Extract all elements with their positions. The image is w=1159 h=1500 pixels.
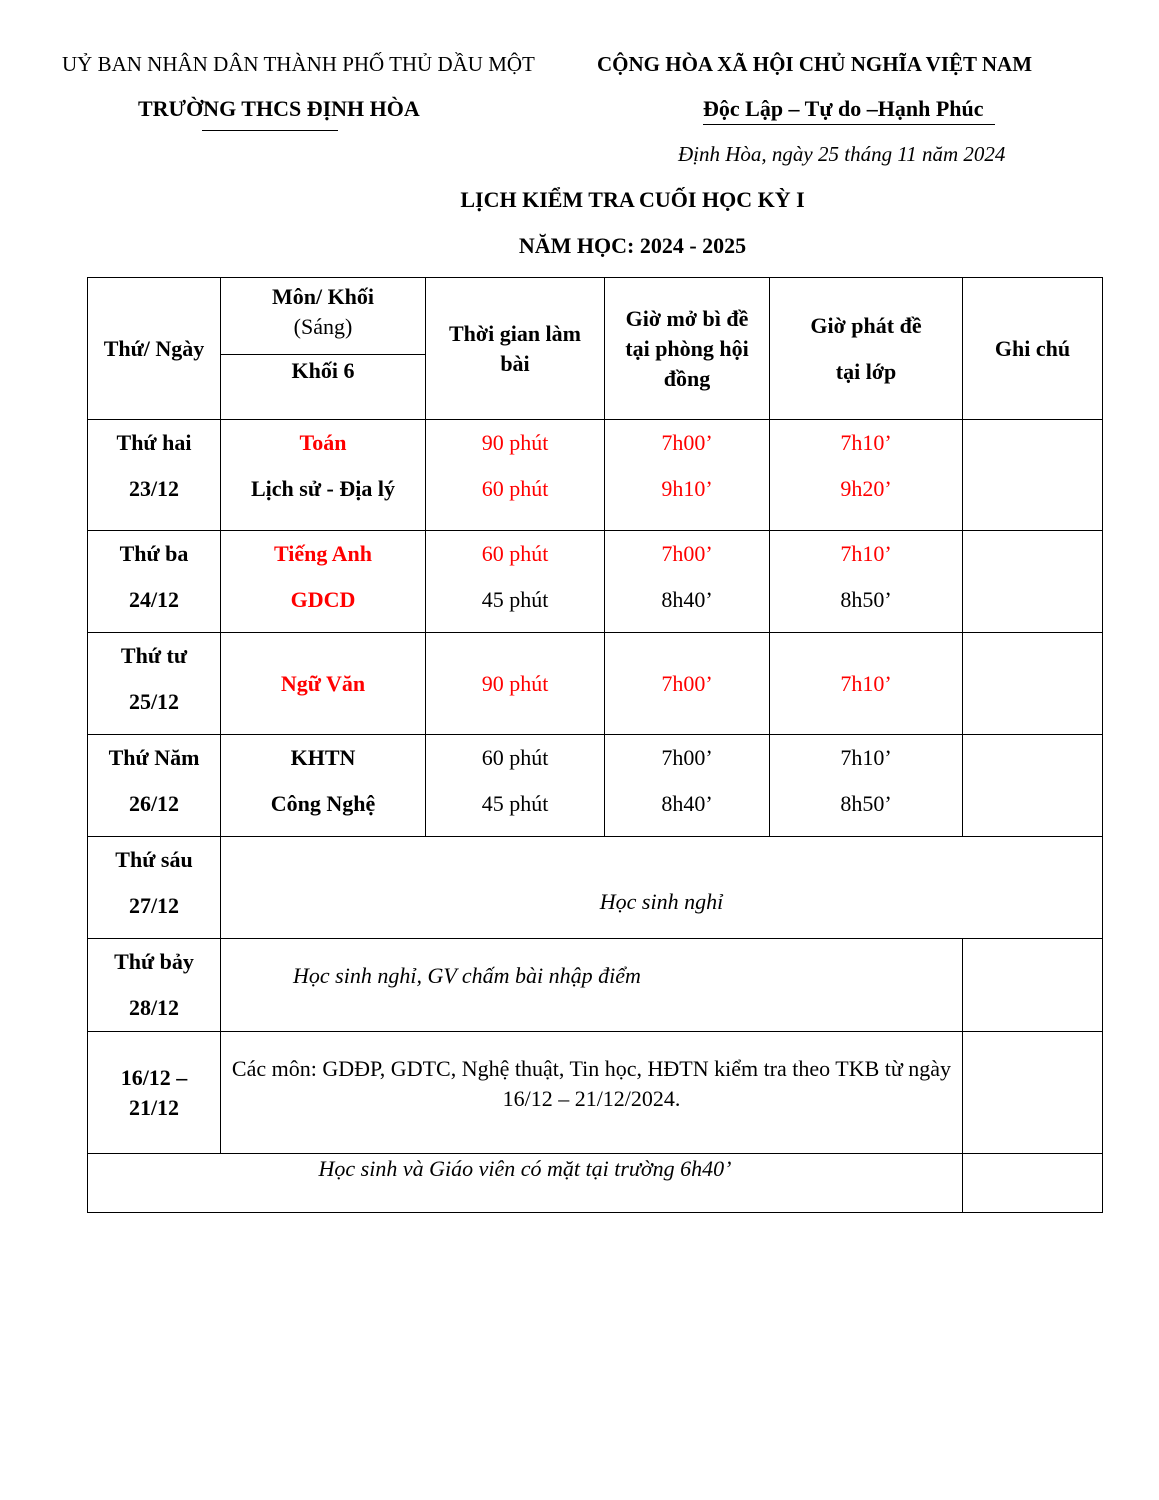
- exam-schedule-table: [87, 277, 1103, 1213]
- day-cell: [88, 837, 221, 939]
- distribute-time-cell: [770, 735, 963, 837]
- date-range-start: 16/12 –: [120, 1064, 188, 1090]
- header-duration: Thời gian làm bài: [426, 278, 605, 420]
- duration-cell: 90 phút: [426, 633, 605, 735]
- subject-cell: [221, 420, 426, 531]
- header-distribute-line1: Giờ phát đề: [810, 312, 922, 338]
- day-cell: [88, 735, 221, 837]
- table-row: [88, 633, 1103, 735]
- day-label: Thứ sáu: [115, 847, 193, 872]
- subject-cell: Ngữ Văn: [221, 633, 426, 735]
- table-row: [88, 531, 1103, 633]
- day-label: Thứ ba: [119, 541, 189, 566]
- duration-value: 60 phút: [481, 476, 549, 501]
- header-grade: Khối 6: [221, 355, 426, 420]
- day-label: Thứ bảy: [114, 949, 194, 974]
- header-subject-label: Môn/ Khối: [271, 284, 375, 309]
- duration-value: 60 phút: [481, 745, 549, 770]
- duration-value: 45 phút: [481, 587, 549, 612]
- day-cell: [88, 531, 221, 633]
- distribute-time-value: 9h20’: [840, 476, 892, 501]
- note-cell: [963, 1032, 1103, 1154]
- subject-cell: [221, 531, 426, 633]
- day-cell: [88, 420, 221, 531]
- school-year: NĂM HỌC: 2024 - 2025: [518, 233, 747, 258]
- note-cell: [963, 735, 1103, 837]
- other-subjects-note: Các môn: GDĐP, GDTC, Nghệ thuật, Tin học, HĐTN kiểm tra theo TKB từ ngày 16/12 – 21/12/2024.: [221, 1032, 963, 1154]
- date-label: 25/12: [128, 689, 180, 714]
- header-distribute-time: [770, 278, 963, 420]
- school-name: TRƯỜNG THCS ĐỊNH HÒA: [138, 96, 420, 121]
- national-motto: Độc Lập – Tự do –Hạnh Phúc: [703, 96, 984, 121]
- note-cell: [963, 633, 1103, 735]
- attendance-note: Học sinh và Giáo viên có mặt tại trường 6h40’: [88, 1154, 963, 1213]
- day-off-note: Học sinh nghỉ: [221, 837, 1103, 939]
- day-cell: [88, 939, 221, 1032]
- school-underline: [202, 130, 338, 131]
- date-label: 23/12: [128, 476, 180, 501]
- table-row: [88, 735, 1103, 837]
- date-label: 27/12: [128, 893, 180, 918]
- date-label: 28/12: [128, 995, 180, 1020]
- open-time-cell: [605, 420, 770, 531]
- date-line: Định Hòa, ngày 25 tháng 11 năm 2024: [678, 142, 1006, 166]
- date-label: 26/12: [128, 791, 180, 816]
- note-cell: [963, 531, 1103, 633]
- open-time-value: 8h40’: [661, 587, 713, 612]
- day-label: Thứ Năm: [108, 745, 200, 770]
- open-time-value: 8h40’: [661, 791, 713, 816]
- note-cell: [963, 420, 1103, 531]
- duration-value: 60 phút: [481, 541, 549, 566]
- motto-underline: [703, 124, 995, 125]
- date-range-cell: [88, 1032, 221, 1154]
- open-time-cell: 7h00’: [605, 633, 770, 735]
- duration-cell: [426, 420, 605, 531]
- duration-cell: [426, 735, 605, 837]
- subject-label: GDCD: [290, 587, 356, 612]
- day-label: Thứ hai: [116, 430, 192, 455]
- subject-cell: [221, 735, 426, 837]
- duration-cell: [426, 531, 605, 633]
- subject-label: KHTN: [290, 745, 356, 770]
- open-time-cell: [605, 531, 770, 633]
- header-open-time: Giờ mở bì đề tại phòng hội đồng: [605, 278, 770, 420]
- open-time-cell: [605, 735, 770, 837]
- header-day: Thứ/ Ngày: [88, 278, 221, 420]
- distribute-time-value: 8h50’: [840, 791, 892, 816]
- date-label: 24/12: [128, 587, 180, 612]
- open-time-value: 7h00’: [661, 430, 713, 455]
- table-row: [88, 1032, 1103, 1154]
- distribute-time-value: 8h50’: [840, 587, 892, 612]
- day-label: Thứ tư: [120, 643, 188, 668]
- open-time-value: 7h00’: [661, 541, 713, 566]
- distribute-time-cell: [770, 531, 963, 633]
- grading-note: Học sinh nghỉ, GV chấm bài nhập điểm: [221, 939, 963, 1032]
- distribute-time-value: 7h10’: [840, 430, 892, 455]
- header-session: (Sáng): [293, 314, 353, 339]
- distribute-time-value: 7h10’: [840, 745, 892, 770]
- note-cell: [963, 939, 1103, 1032]
- day-cell: [88, 633, 221, 735]
- header-subject: [221, 278, 426, 355]
- distribute-time-cell: 7h10’: [770, 633, 963, 735]
- subject-label: Toán: [299, 430, 347, 455]
- note-cell: [963, 1154, 1103, 1213]
- subject-label: Tiếng Anh: [273, 541, 373, 566]
- date-range-end: 21/12: [128, 1094, 180, 1120]
- distribute-time-value: 7h10’: [840, 541, 892, 566]
- subject-label: Công Nghệ: [270, 791, 376, 816]
- authority-name: UỶ BAN NHÂN DÂN THÀNH PHỐ THỦ DẦU MỘT: [62, 52, 535, 76]
- open-time-value: 7h00’: [661, 745, 713, 770]
- header-note: Ghi chú: [963, 278, 1103, 420]
- subject-label: Lịch sử - Địa lý: [251, 476, 395, 501]
- distribute-time-cell: [770, 420, 963, 531]
- table-row: [88, 1154, 1103, 1213]
- document-title: LỊCH KIỂM TRA CUỐI HỌC KỲ I: [460, 187, 805, 212]
- duration-value: 90 phút: [481, 430, 549, 455]
- header-distribute-line2: tại lớp: [835, 358, 897, 384]
- table-row: [88, 420, 1103, 531]
- table-row: [88, 939, 1103, 1032]
- open-time-value: 9h10’: [661, 476, 713, 501]
- duration-value: 45 phút: [481, 791, 549, 816]
- republic-name: CỘNG HÒA XÃ HỘI CHỦ NGHĨA VIỆT NAM: [597, 52, 1033, 76]
- table-row: [88, 837, 1103, 939]
